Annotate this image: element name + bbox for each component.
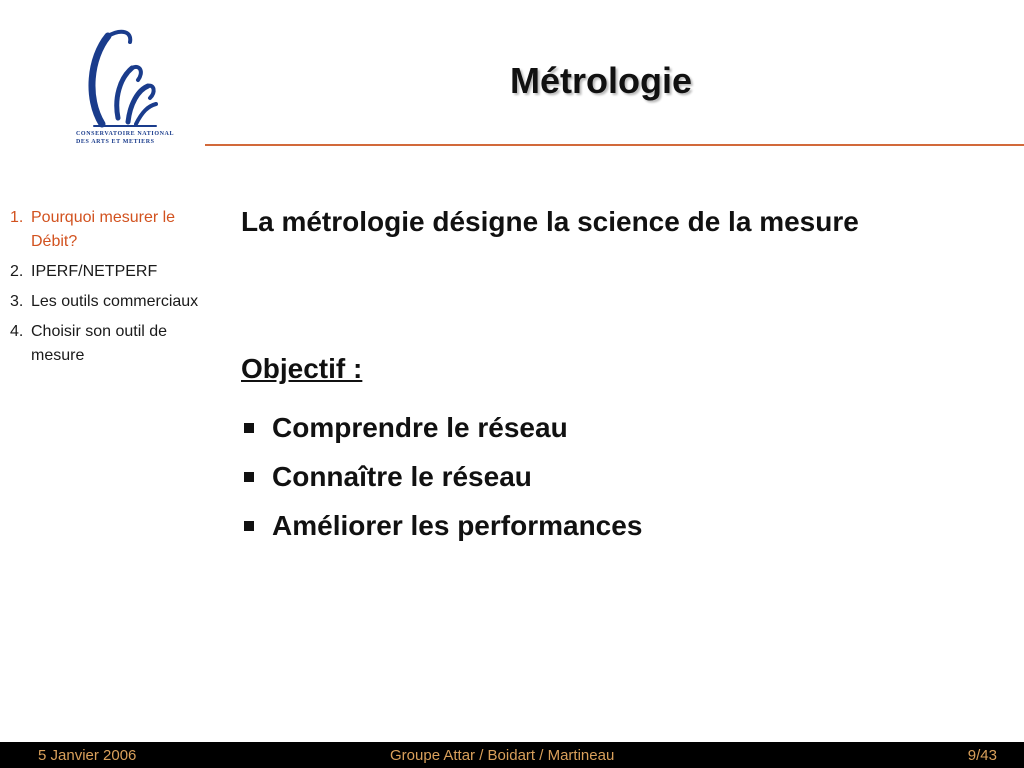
- outline-item-number: 2.: [10, 263, 24, 280]
- outline-item-label: Choisir son outil de mesure: [31, 323, 168, 364]
- cnam-logo: [72, 28, 175, 150]
- outline-item-4[interactable]: [10, 320, 210, 368]
- lead-statement: La métrologie désigne la science de la mesure: [241, 206, 859, 237]
- logo-caption-line2: DES ARTS ET METIERS: [76, 139, 155, 145]
- page-title: Métrologie: [510, 60, 693, 101]
- list-item-text: Améliorer les performances: [272, 509, 643, 541]
- outline-item-label: Pourquoi mesurer le Débit?: [31, 209, 176, 250]
- outline-item-number: 3.: [10, 293, 24, 310]
- list-item: [241, 501, 642, 550]
- outline-item-2[interactable]: [10, 260, 210, 284]
- outline-item-number: 4.: [10, 323, 24, 340]
- outline-item-1[interactable]: [10, 206, 210, 254]
- outline-item-number: 1.: [10, 209, 24, 226]
- objective-heading: Objectif :: [241, 353, 363, 384]
- footer-bar: [0, 742, 1024, 768]
- footer-authors: Groupe Attar / Boidart / Martineau: [390, 747, 615, 764]
- list-item: [241, 403, 642, 452]
- title-divider: [205, 144, 1024, 146]
- list-item-text: Comprendre le réseau: [272, 411, 568, 443]
- list-item-text: Connaître le réseau: [272, 460, 532, 492]
- footer-page-number: 9/43: [967, 747, 997, 764]
- square-bullet-icon: [244, 521, 254, 531]
- cnam-logo-caption: [76, 130, 175, 146]
- square-bullet-icon: [244, 472, 254, 482]
- outline-item-label: Les outils commerciaux: [31, 293, 199, 310]
- footer-date: 5 Janvier 2006: [38, 747, 137, 764]
- sidebar-outline: [10, 206, 210, 374]
- outline-item-3[interactable]: [10, 290, 210, 314]
- objective-list: [241, 403, 642, 550]
- square-bullet-icon: [244, 423, 254, 433]
- outline-item-label: IPERF/NETPERF: [31, 263, 158, 280]
- cnam-logo-mark: [72, 28, 162, 128]
- list-item: [241, 452, 642, 501]
- logo-caption-line1: CONSERVATOIRE NATIONAL: [76, 131, 175, 137]
